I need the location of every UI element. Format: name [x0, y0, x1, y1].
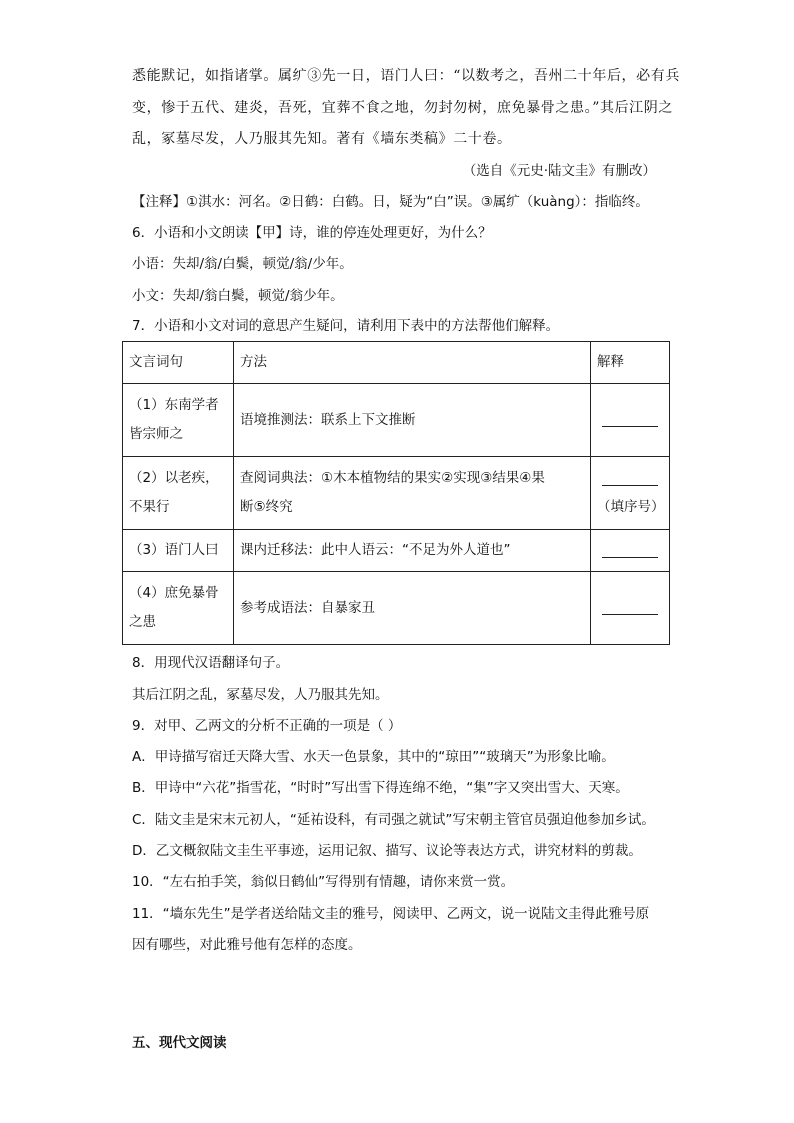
- row1-phrase-line1: （1）东南学者: [129, 397, 219, 413]
- row3-phrase: （3）语门人曰: [123, 530, 234, 572]
- question-8: 8．用现代汉语翻译句子。: [132, 655, 290, 671]
- table-row: [123, 572, 670, 645]
- passage-line-3: 乱，冢墓尽发，人乃服其先知。著有《墙东类稿》二十卷。: [132, 131, 512, 147]
- table-row: [123, 530, 670, 572]
- q9-option-c: C．陆文圭是宋末元初人，“延祐设科，有司强之就试”写宋朝主管官员强迫他参加乡试。: [132, 812, 655, 828]
- q8-sentence: 其后江阴之乱，冢墓尽发，人乃服其先知。: [132, 687, 389, 703]
- question-7: 7．小语和小文对词的意思产生疑问，请利用下表中的方法帮他们解释。: [132, 318, 560, 334]
- question-11-line-1: 11．“墙东先生”是学者送给陆文圭的雅号，阅读甲、乙两文，说一说陆文圭得此雅号原: [132, 906, 650, 922]
- table-row: [123, 384, 670, 457]
- answer-blank-line: [602, 600, 658, 615]
- row2-answer-blank[interactable]: [591, 457, 670, 530]
- row4-phrase: [123, 572, 234, 645]
- row1-phrase-line2: 皆宗师之: [129, 426, 183, 442]
- passage-line-1: 悉能默记，如指诸掌。属纩③先一日，语门人曰：“以数考之，吾州二十年后，必有兵: [132, 68, 680, 84]
- row2-method: [234, 457, 591, 530]
- row1-answer-blank[interactable]: [591, 384, 670, 457]
- row1-phrase: [123, 384, 234, 457]
- q9-option-a: A．甲诗描写宿迁天降大雪、水天一色景象，其中的“琼田”“玻璃天”为形象比喻。: [132, 749, 615, 765]
- row2-phrase: [123, 457, 234, 530]
- header-phrase: 文言词句: [123, 342, 234, 384]
- q9-option-d: D．乙文概叙陆文圭生平事迹，运用记叙、描写、议论等表达方式，讲究材料的剪裁。: [132, 843, 642, 859]
- question-9: 9．对甲、乙两文的分析不正确的一项是（ ）: [132, 718, 402, 734]
- question-11-line-2: 因有哪些，对此雅号他有怎样的态度。: [132, 937, 362, 953]
- row1-method: 语境推测法：联系上下文推断: [234, 384, 591, 457]
- q6-xiaoyu-reading: 小语：失却/翁/白鬓，顿觉/翁/少年。: [132, 256, 353, 272]
- answer-blank-line: [602, 543, 658, 558]
- row3-method: 课内迁移法：此中人语云：“不足为外人道也”: [234, 530, 591, 572]
- header-method: 方法: [234, 342, 591, 384]
- header-explanation: 解释: [591, 342, 670, 384]
- row4-phrase-line2: 之患: [129, 614, 156, 630]
- row3-answer-blank[interactable]: [591, 530, 670, 572]
- answer-blank-line: [602, 412, 658, 427]
- q6-xiaowen-reading: 小文：失却/翁白鬓，顿觉/翁少年。: [132, 288, 344, 304]
- row2-fill-hint: （填序号）: [597, 499, 665, 515]
- passage-source: （选自《元史·陆文圭》有删改）: [462, 163, 656, 179]
- row4-answer-blank[interactable]: [591, 572, 670, 645]
- methods-table: [122, 341, 670, 645]
- section-heading-5: 五、现代文阅读: [132, 1035, 227, 1051]
- table-header-row: [123, 342, 670, 384]
- answer-blank-line: [602, 471, 658, 486]
- question-10: 10．“左右拍手笑，翁似日鹤仙”写得别有情趣，请你来赏一赏。: [132, 874, 515, 890]
- row2-method-line2: 断⑤终究: [240, 499, 293, 515]
- annotation-notes: 【注释】①淇水：河名。②日鹤：白鹤。日，疑为“白”误。③属纩（kuàng）：指临终。: [132, 194, 649, 210]
- question-6: 6．小语和小文朗读【甲】诗，谁的停连处理更好，为什么？: [132, 225, 492, 241]
- row2-phrase-line2: 不果行: [129, 499, 170, 515]
- row4-method: 参考成语法：自暴家丑: [234, 572, 591, 645]
- q9-option-b: B．甲诗中“六花”指雪花，“时时”写出雪下得连绵不绝，“集”字又突出雪大、天寒。: [132, 780, 629, 796]
- row2-phrase-line1: （2）以老疾，: [129, 470, 219, 486]
- row4-phrase-line1: （4）庶免暴骨: [129, 585, 219, 601]
- table-row: [123, 457, 670, 530]
- passage-line-2: 变，惨于五代、建炎，吾死，宜葬不食之地，勿封勿树，庶免暴骨之患。”其后江阴之: [132, 100, 673, 116]
- row2-method-line1: 查阅词典法：①木本植物结的果实②实现③结果④果: [240, 470, 545, 486]
